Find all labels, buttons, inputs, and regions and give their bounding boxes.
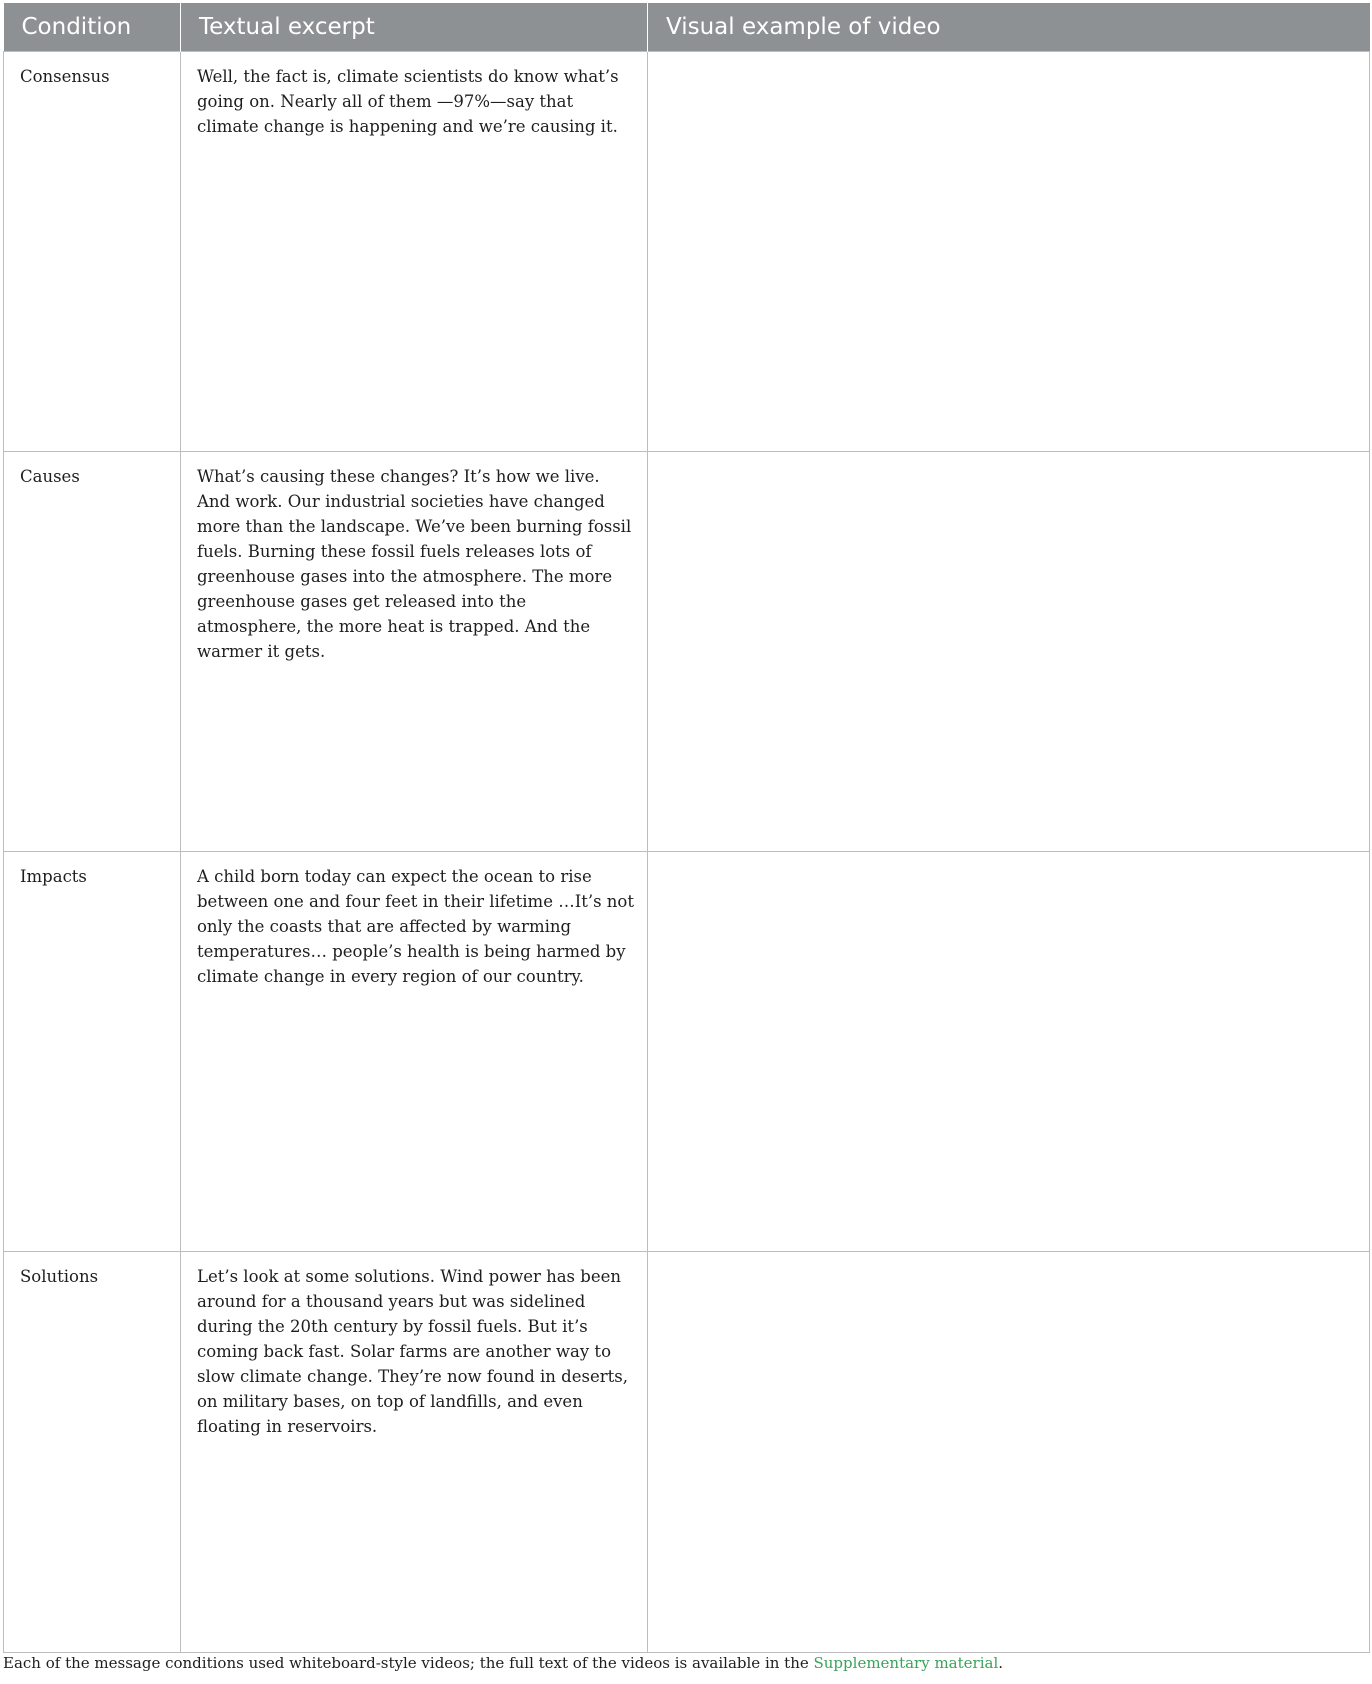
condition-cell: Causes [4,452,181,852]
excerpt-cell: A child born today can expect the ocean to rise between one and four feet in their lifetime …It’s not only the coasts that are affected by warming temperatures… people’s health is being harmed by climate change in every region of our country. [181,852,648,1252]
conditions-table [3,3,1370,1653]
excerpt-cell: Let’s look at some solutions. Wind power has been around for a thousand years but was sidelined during the 20th century by fossil fuels. But it’s coming back fast. Solar farms are another way to slow climate change. They’re now found in deserts, on military bases, on top of landfills, and even floating in reservoirs. [181,1252,648,1653]
supplementary-material-link[interactable]: Supplementary material [813,1654,999,1672]
footnote-end: . [998,1654,1004,1672]
condition-cell: Consensus [4,52,181,452]
excerpt-cell: What’s causing these changes? It’s how we live. And work. Our industrial societies have changed more than the landscape. We’ve been burning fossil fuels. Burning these fossil fuels releases lots of greenhouse gases into the atmosphere. The more greenhouse gases get released into the atmosphere, the more heat is trapped. And the warmer it gets. [181,452,648,852]
table-footnote [3,1654,1003,1672]
table-row [4,852,1370,1252]
visual-cell [648,452,1370,852]
visual-cell [648,852,1370,1252]
table-row [4,452,1370,852]
visual-cell [648,1252,1370,1653]
header-condition: Condition [4,3,181,52]
condition-cell: Impacts [4,852,181,1252]
table-row [4,1252,1370,1653]
footnote-text: Each of the message conditions used whiteboard-style videos; the full text of the videos is available in the [3,1654,814,1672]
header-textual-excerpt: Textual excerpt [181,3,648,52]
table-header-row [4,3,1370,52]
header-visual-example: Visual example of video [648,3,1370,52]
condition-cell: Solutions [4,1252,181,1653]
excerpt-cell: Well, the fact is, climate scientists do know what’s going on. Nearly all of them —97%—say that climate change is happening and we’re causing it. [181,52,648,452]
visual-cell [648,52,1370,452]
table-row [4,52,1370,452]
